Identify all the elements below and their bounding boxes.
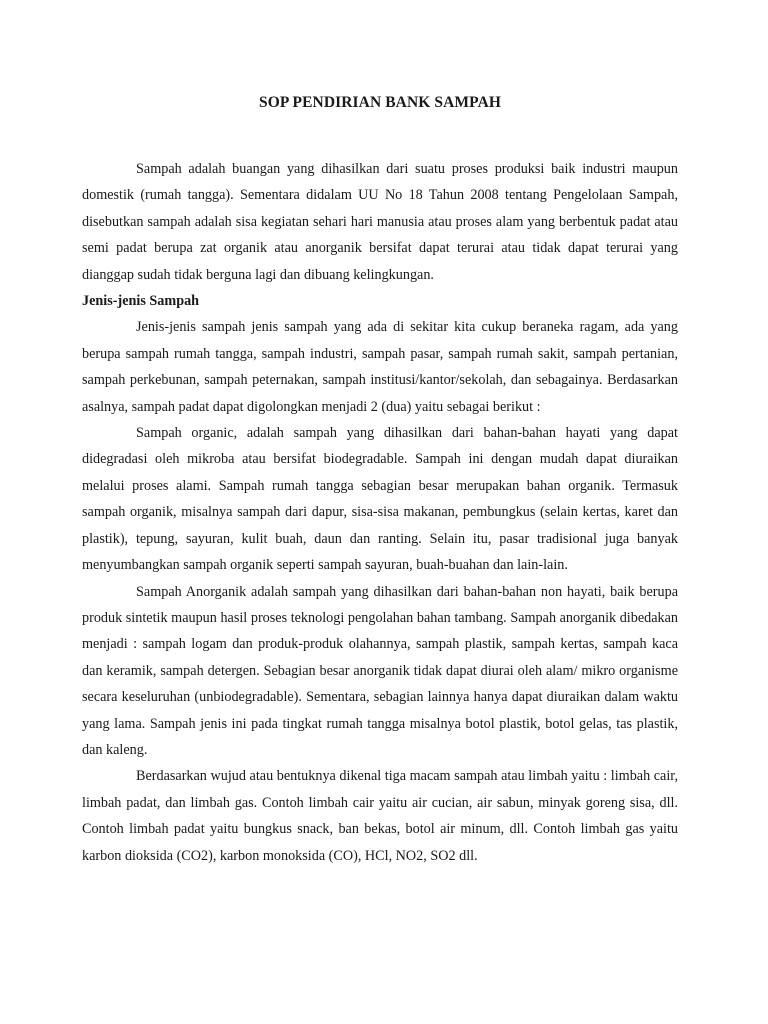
- paragraph-definition: Sampah adalah buangan yang dihasilkan dari suatu proses produksi baik industri maupun domestik (rumah tangga). Sementara didalam UU No 18 Tahun 2008 tentang Pengelolaan Sampah, disebutkan sampah adalah sisa kegiatan sehari hari manusia atau proses alam yang berbentuk padat atau semi padat berupa zat organik atau anorganik bersifat dapat terurai atau tidak dapat terurai yang dianggap sudah tidak berguna lagi dan dibuang kelingkungan.: [82, 161, 678, 283]
- paragraph-jenis-jenis: Jenis-jenis sampah jenis sampah yang ada di sekitar kita cukup beraneka ragam, ada yang berupa sampah rumah tangga, sampah industri, sampah pasar, sampah rumah sakit, sampah pertanian, sampah perkebunan, sampah peternakan, sampah institusi/kantor/sekolah, dan sebagainya. Berdasarkan asalnya, sampah padat dapat digolongkan menjadi 2 (dua) yaitu sebagai berikut :: [82, 319, 678, 415]
- paragraph-sampah-anorganik: Sampah Anorganik adalah sampah yang dihasilkan dari bahan-bahan non hayati, baik berupa produk sintetik maupun hasil proses teknologi pengolahan bahan tambang. Sampah anorganik dibedakan menjadi : sampah logam dan produk-produk olahannya, sampah plastik, sampah kertas, sampah kaca dan keramik, sampah detergen. Sebagian besar anorganik tidak dapat diurai oleh alam/ mikro organisme secara keseluruhan (unbiodegradable). Sementara, sebagian lainnya hanya dapat diuraikan dalam waktu yang lama. Sampah jenis ini pada tingkat rumah tangga misalnya botol plastik, botol gelas, tas plastik, dan kaleng.: [82, 583, 678, 758]
- paragraph-sampah-organik: Sampah organic, adalah sampah yang dihasilkan dari bahan-bahan hayati yang dapat didegradasi oleh mikroba atau bersifat biodegradable. Sampah ini dengan mudah dapat diuraikan melalui proses alami. Sampah rumah tangga sebagian besar merupakan bahan organik. Termasuk sampah organik, misalnya sampah dari dapur, sisa-sisa makanan, pembungkus (selain kertas, karet dan plastik), tepung, sayuran, kulit buah, daun dan ranting. Selain itu, pasar tradisional juga banyak menyumbangkan sampah organik seperti sampah sayuran, buah-buahan dan lain-lain.: [82, 425, 678, 574]
- section-heading-jenis-sampah: Jenis-jenis Sampah: [82, 293, 200, 310]
- document-body: [82, 92, 678, 869]
- document-title: SOP PENDIRIAN BANK SAMPAH: [258, 94, 502, 111]
- paragraph-wujud-sampah: Berdasarkan wujud atau bentuknya dikenal tiga macam sampah atau limbah yaitu : limbah cair, limbah padat, dan limbah gas. Contoh limbah cair yaitu air cucian, air sabun, minyak goreng sisa, dll. Contoh limbah padat yaitu bungkus snack, ban bekas, botol air minum, dll. Contoh limbah gas yaitu karbon dioksida (CO2), karbon monoksida (CO), HCl, NO2, SO2 dll.: [82, 768, 678, 864]
